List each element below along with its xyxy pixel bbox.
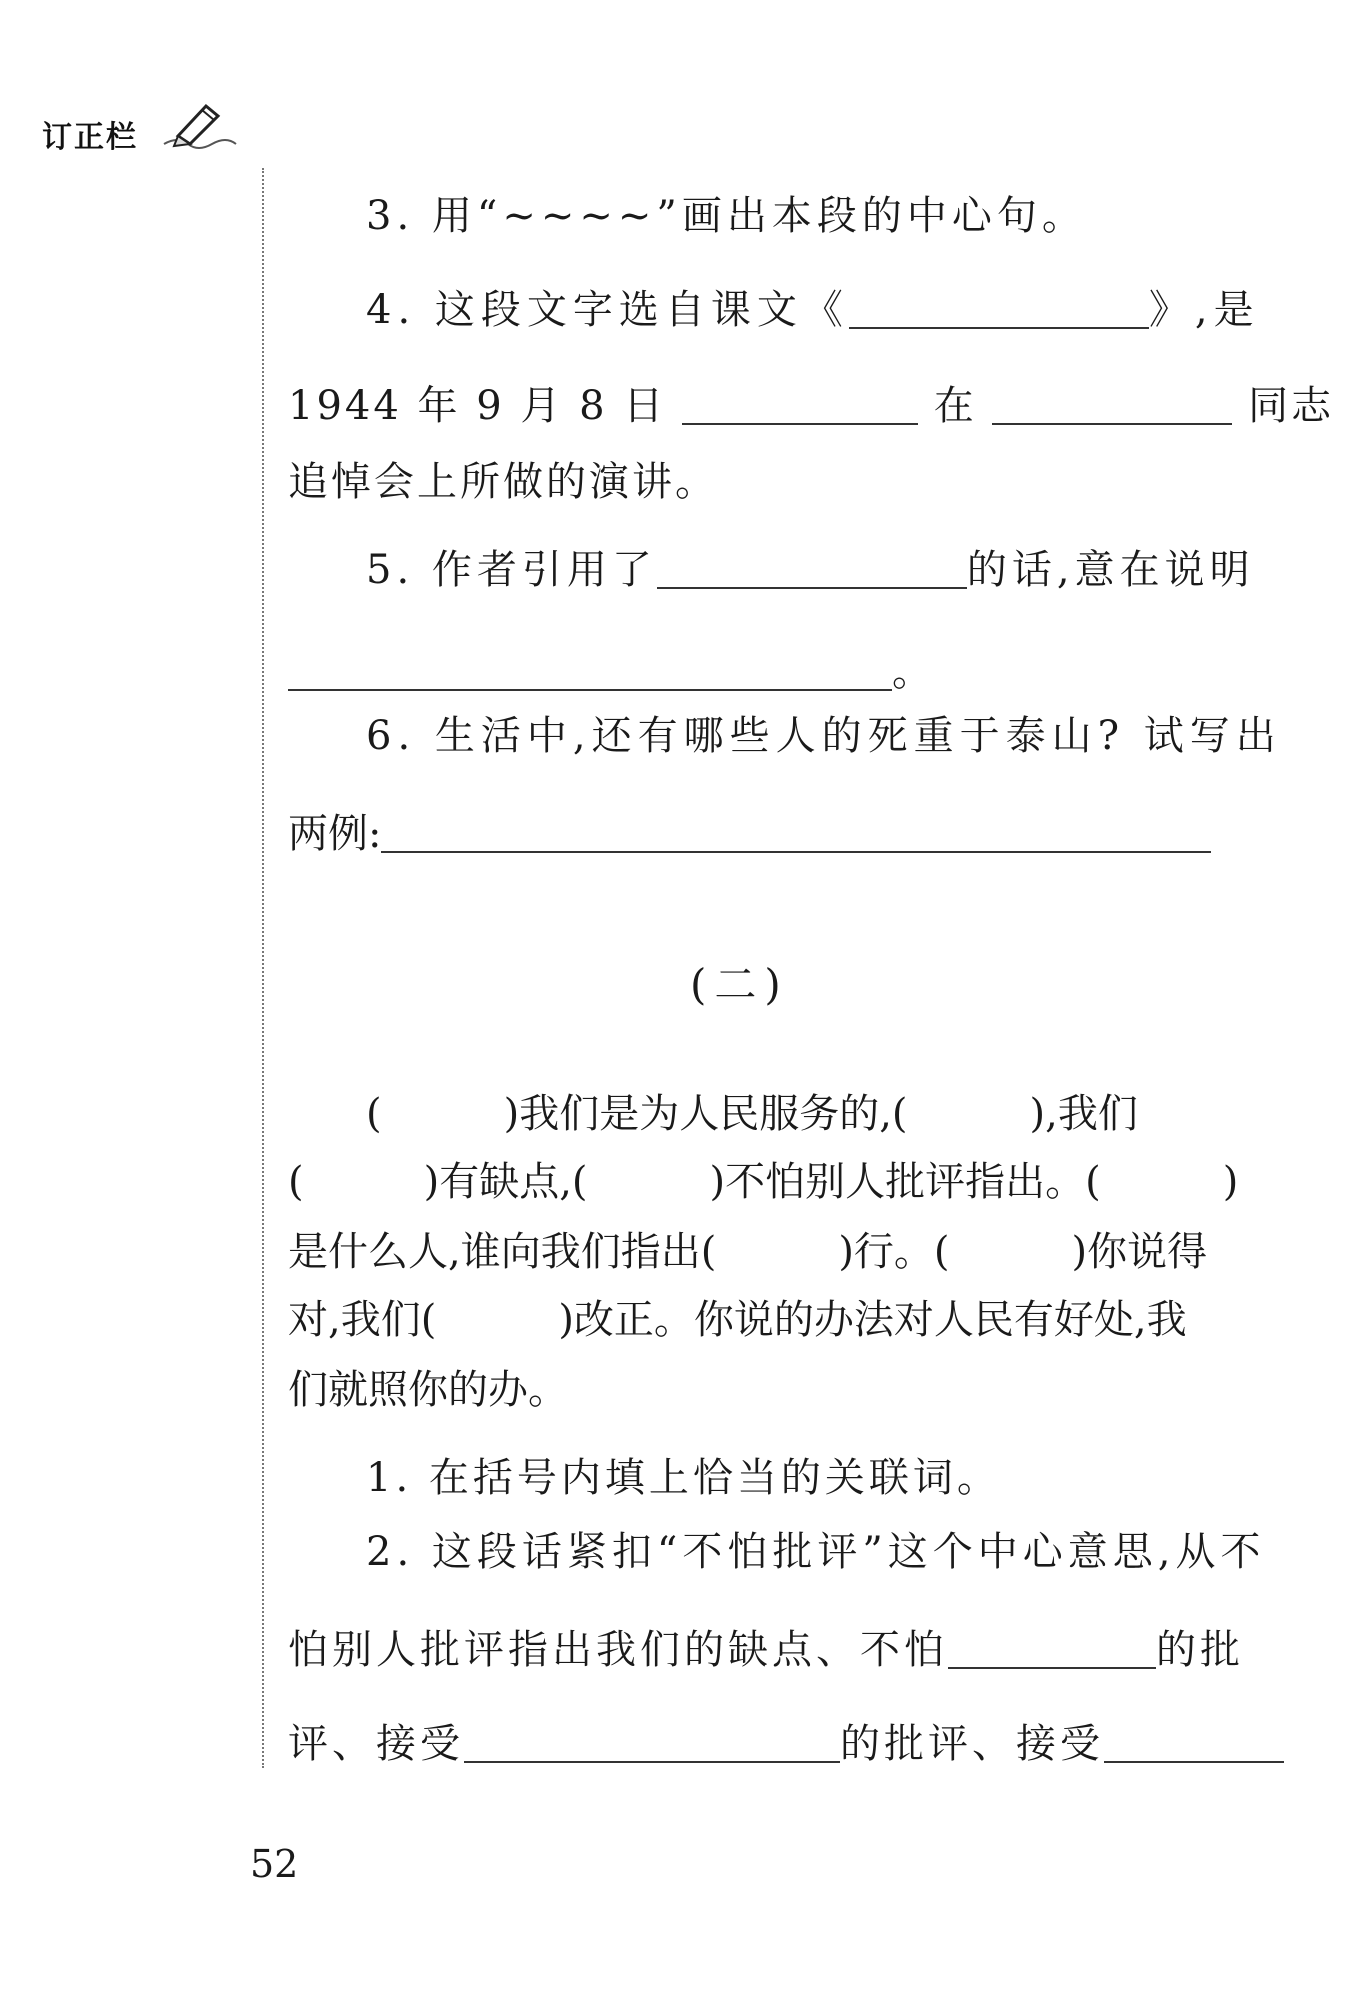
question-5-prefix: 5. 作者引用了 xyxy=(366,547,657,593)
section2-question-1: 1. 在括号内填上恰当的关联词。 xyxy=(366,1455,1001,1501)
paren-open: ( xyxy=(288,1159,304,1205)
passage-line-1 xyxy=(366,1090,1138,1138)
passage-text: )有缺点,( xyxy=(423,1159,588,1205)
passage-text: 评、接受 xyxy=(288,1721,464,1767)
question-4-line1 xyxy=(366,286,1260,334)
passage-text: 怕别人批评指出我们的缺点、不怕 xyxy=(288,1627,948,1673)
comrade-text: 同志 xyxy=(1248,383,1335,429)
question-5-line2 xyxy=(288,648,932,696)
passage-text: 的批 xyxy=(1156,1627,1244,1673)
question-6-line2 xyxy=(288,810,1211,858)
paren-open: ( xyxy=(366,1091,382,1137)
passage-text: )我们是为人民服务的,( xyxy=(503,1091,908,1137)
criticism-source-blank-2[interactable] xyxy=(464,1721,840,1763)
quoted-person-blank[interactable] xyxy=(657,547,967,589)
section2-question-2-line3 xyxy=(288,1720,1284,1768)
passage-line-2 xyxy=(288,1158,1238,1206)
passage-text: )行。( xyxy=(838,1229,950,1275)
section2-question-2-line1: 2. 这段话紧扣“不怕批评”这个中心意思,从不 xyxy=(366,1529,1266,1575)
pencil-icon xyxy=(158,96,248,156)
criticism-source-blank-3[interactable] xyxy=(1104,1721,1284,1763)
question-4-line2 xyxy=(288,382,1334,430)
question-5-end: 。 xyxy=(892,649,932,695)
question-5-suffix: 的话,意在说明 xyxy=(966,547,1255,593)
question-6-line1: 6. 生活中,还有哪些人的死重于泰山? 试写出 xyxy=(366,713,1282,759)
passage-text: 是什么人,谁向我们指出( xyxy=(288,1229,717,1275)
criticism-source-blank-1[interactable] xyxy=(948,1627,1156,1669)
passage-line-3 xyxy=(288,1228,1207,1276)
question-4-line3: 追悼会上所做的演讲。 xyxy=(288,459,718,505)
passage-text: 的批评、接受 xyxy=(840,1721,1104,1767)
section2-question-2-line2 xyxy=(288,1626,1244,1674)
passage-text: )你说得 xyxy=(1071,1229,1208,1275)
section-title: (二) xyxy=(690,960,789,1009)
passage-text: )改正。你说的办法对人民有好处,我 xyxy=(558,1297,1187,1343)
question-4-prefix: 4. 这段文字选自课文《 xyxy=(366,287,849,333)
correction-column-label: 订正栏 xyxy=(42,120,138,155)
question-3: 3. 用“~~~~”画出本段的中心句。 xyxy=(366,193,1087,239)
two-examples-label: 两例: xyxy=(288,811,382,857)
speaker-blank[interactable] xyxy=(682,383,918,425)
date-text: 1944 年 9 月 8 日 xyxy=(288,383,667,429)
meaning-blank[interactable] xyxy=(288,649,892,691)
paren-close: ) xyxy=(1222,1159,1239,1205)
passage-line-5: 们就照你的办。 xyxy=(288,1367,568,1413)
page-number: 52 xyxy=(250,1842,299,1886)
question-4-mid: 》,是 xyxy=(1148,287,1260,333)
passage-text: 对,我们( xyxy=(288,1297,437,1343)
question-5-line1 xyxy=(366,546,1255,594)
at-text: 在 xyxy=(933,383,977,429)
examples-blank[interactable] xyxy=(381,811,1211,853)
comrade-name-blank[interactable] xyxy=(992,383,1232,425)
passage-text: ),我们 xyxy=(1029,1091,1138,1137)
text-title-blank[interactable] xyxy=(849,287,1149,329)
passage-text: )不怕别人批评指出。( xyxy=(709,1159,1101,1205)
passage-line-4 xyxy=(288,1296,1187,1344)
margin-divider xyxy=(262,168,264,1768)
